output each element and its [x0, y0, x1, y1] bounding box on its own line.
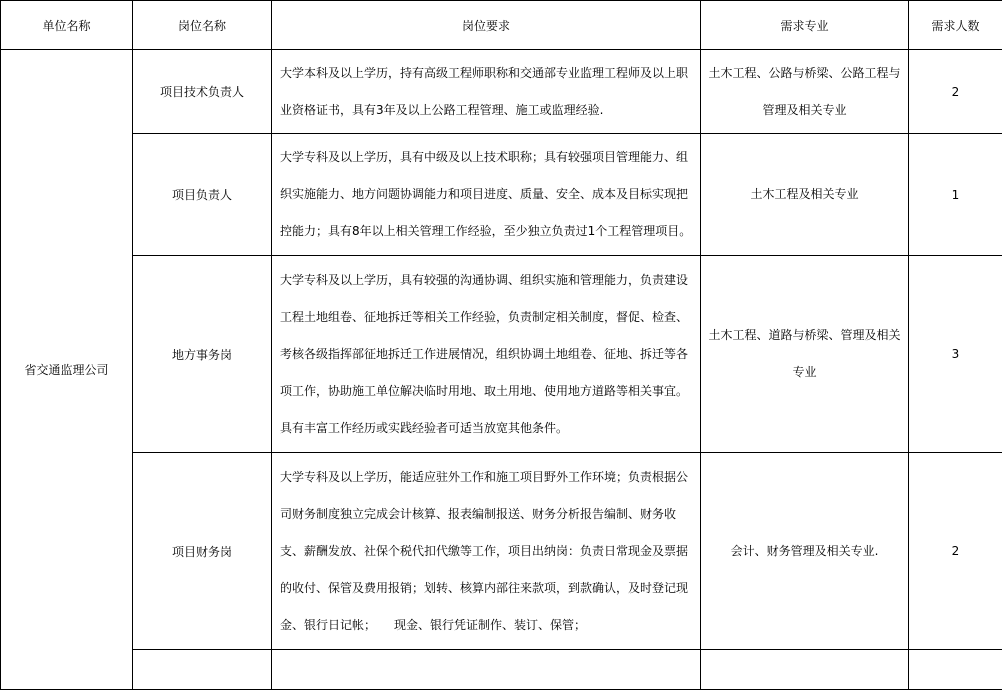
major-cell: 土木工程及相关专业 [701, 134, 909, 256]
header-position-name: 岗位名称 [133, 1, 272, 50]
table-header-row [1, 1, 1002, 50]
header-count: 需求人数 [909, 1, 1002, 50]
requirement-cell: 大学本科及以上学历，持有高级工程师职称和交通部专业监理工程师及以上职业资格证书，具有3年及以上公路工程管理、施工或监理经验. [272, 50, 701, 134]
position-cell: 地方事务岗 [133, 256, 272, 453]
table-row-partial [1, 650, 1002, 690]
count-cell: 1 [909, 134, 1002, 256]
unit-name-cell: 省交通监理公司 [1, 50, 133, 690]
position-cell: 项目财务岗 [133, 453, 272, 650]
header-major: 需求专业 [701, 1, 909, 50]
requirement-cell: 大学专科及以上学历，具有中级及以上技术职称；具有较强项目管理能力、组织实施能力、地方问题协调能力和项目进度、质量、安全、成本及目标实现把控能力；具有8年以上相关管理工作经验，至少独立负责过1个工程管理项目。 [272, 134, 701, 256]
header-requirement: 岗位要求 [272, 1, 701, 50]
count-cell: 2 [909, 453, 1002, 650]
count-cell: 3 [909, 256, 1002, 453]
position-cell: 项目技术负责人 [133, 50, 272, 134]
requirement-cell: 大学专科及以上学历，能适应驻外工作和施工项目野外工作环境；负责根据公司财务制度独立完成会计核算、报表编制报送、财务分析报告编制、财务收支、薪酬发放、社保个税代扣代缴等工作，项目出纳岗：负责日常现金及票据的收付、保管及费用报销；划转、核算内部往来款项，到款确认，及时登记现金、银行日记帐； 现金、银行凭证制作、装订、保管； [272, 453, 701, 650]
table-row [1, 256, 1002, 453]
header-unit-name: 单位名称 [1, 1, 133, 50]
major-cell: 会计、财务管理及相关专业. [701, 453, 909, 650]
position-cell: 项目负责人 [133, 134, 272, 256]
major-cell: 土木工程、道路与桥梁、管理及相关专业 [701, 256, 909, 453]
table-row [1, 50, 1002, 134]
table-row [1, 134, 1002, 256]
requirement-cell: 大学专科及以上学历，具有较强的沟通协调、组织实施和管理能力，负责建设工程土地组卷、征地拆迁等相关工作经验，负责制定相关制度，督促、检查、考核各级指挥部征地拆迁工作进展情况，组织协调土地组卷、征地、拆迁等各项工作，协助施工单位解决临时用地、取土用地、使用地方道路等相关事宜。具有丰富工作经历或实践经验者可适当放宽其他条件。 [272, 256, 701, 453]
major-cell: 土木工程、公路与桥梁、公路工程与管理及相关专业 [701, 50, 909, 134]
table-row [1, 453, 1002, 650]
count-cell: 2 [909, 50, 1002, 134]
